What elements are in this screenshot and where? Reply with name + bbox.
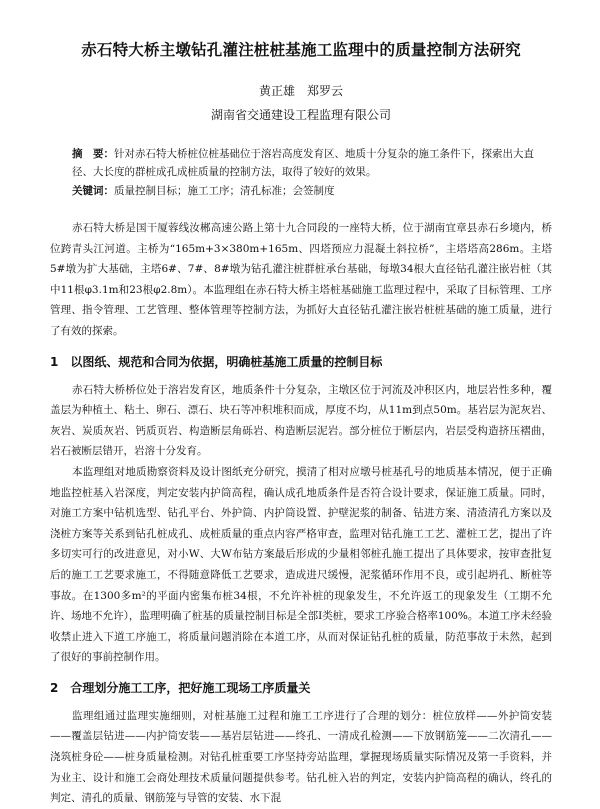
- keywords-text: 质量控制目标；施工工序；清孔标准；会签制度: [114, 185, 335, 197]
- section-title: 合理划分施工工序，把好施工现场工序质量关: [70, 680, 311, 695]
- section-2-paragraph-1: 监理组通过监理实施细则，对桩基施工过程和施工工序进行了合理的划分：桩位放样——外护筒安装——覆盖层钻进——内护筒安装——基岩层钻进——终孔、一清成孔检测——下放钢筋笼——二次清孔——浇筑桩身砼——桩身质量检测。对钻孔桩重要工序坚持旁站监理，掌握现场质量实际情况及第一手资料，并为业主、设计和施工会商处理技术质量问题提供参考。钻孔桩入岩的判定，安装内护筒高程的确认，终孔的判定、清孔的质量、钢筋笼与导管的安装、水下混: [50, 709, 552, 805]
- section-title: 以图纸、规范和合同为依据，明确桩基施工质量的控制目标: [70, 354, 383, 369]
- paper-affiliation: 湖南省交通建设工程监理有限公司: [210, 108, 391, 122]
- keywords: [50, 182, 552, 200]
- section-number: 2: [50, 680, 59, 695]
- section-number: 1: [50, 354, 59, 369]
- abstract-text: 针对赤石特大桥桩位桩基础位于溶岩高度发育区、地质十分复杂的施工条件下，探索出大直径、大长度的群桩成孔成桩质量的控制方法，取得了较好的效果。: [72, 148, 534, 178]
- paper-title: 赤石特大桥主墩钻孔灌注桩桩基施工监理中的质量控制方法研究: [81, 41, 521, 59]
- intro-paragraph: 赤石特大桥是国干厦蓉线汝郴高速公路上第十九合同段的一座特大桥，位于湖南宜章县赤石乡境内，桥位跨青头江河道。主桥为“165m+3×380m+165m、四塔预应力混凝土斜拉桥”，主塔塔高286m。主塔5#墩为扩大基础，主塔6#、7#、8#墩为钻孔灌注桩群桩承台基础，每墩34根大直径钻孔灌注嵌岩桩（其中11根φ3.1m和23根φ2.8m）。本监理组在赤石特大桥主塔桩基础施工监理过程中，采取了目标管理、工序管理、指令管理、工艺管理、整体管理等控制方法，为抓好大直径钻孔灌注嵌岩桩桩基础的施工质量，进行了有效的探索。: [50, 222, 552, 337]
- keywords-label: 关键词：: [72, 185, 114, 197]
- section-1-heading: [50, 353, 552, 370]
- abstract: [50, 145, 552, 181]
- section-2-heading: [50, 679, 552, 696]
- paper-authors: 黄正雄 郑罗云: [258, 84, 343, 98]
- section-1-paragraph-2: 本监理组对地质勘察资料及设计图纸充分研究，摸清了相对应墩号桩基孔号的地质基本情况，便于正确地监控桩基入岩深度，判定安装内护筒高程，确认成孔地质条件是否符合设计要求，保证施工质量。同时，对施工方案中钻机选型、钻孔平台、外护筒、内护筒设置、护壁泥浆的制备、钻进方案、清渣清孔方案以及浇桩方案等关系到钻孔桩成孔、成桩质量的重点内容严格审查，监理对钻孔施工工艺、灌桩工艺，提出了许多切实可行的改进意见，对小W、大W布钻方案最后形成的少量相邻桩孔施工提出了具体要求，按审查批复后的施工工艺要求施工，不得随意降低工艺要求，造成进尺缓慢，泥浆循环作用不良，或引起坍孔、断桩等事故。在1300多m²的平面内密集布桩34根，不允许补桩的现象发生，不允许返工的现象发生（工期不允许、场地不允许），监理明确了桩基的质量控制目标是全部Ⅰ类桩，要求工序验合格率100%。本道工序未经验收禁止进入下道工序施工，将质量问题消除在本道工序，从而对保证钻孔桩的质量，防范事故于未然，起到了很好的事前控制作用。: [50, 465, 552, 664]
- section-1-paragraph-1: 赤石特大桥桥位处于溶岩发育区，地质条件十分复杂，主墩区位于河流及冲积区内，地层岩性多种，覆盖层为种植土、粘土、卵石、漂石、块石等冲积堆积而成，厚度不均，从11m到点50m。基岩层为泥灰岩、灰岩、炭质灰岩、钙质页岩、构造断层角砾岩、构造断层泥岩。部分桩位于断层内，岩层受构造挤压褶曲，岩石被断层错开，岩溶十分发育。: [50, 383, 552, 458]
- abstract-label: 摘 要：: [72, 148, 114, 160]
